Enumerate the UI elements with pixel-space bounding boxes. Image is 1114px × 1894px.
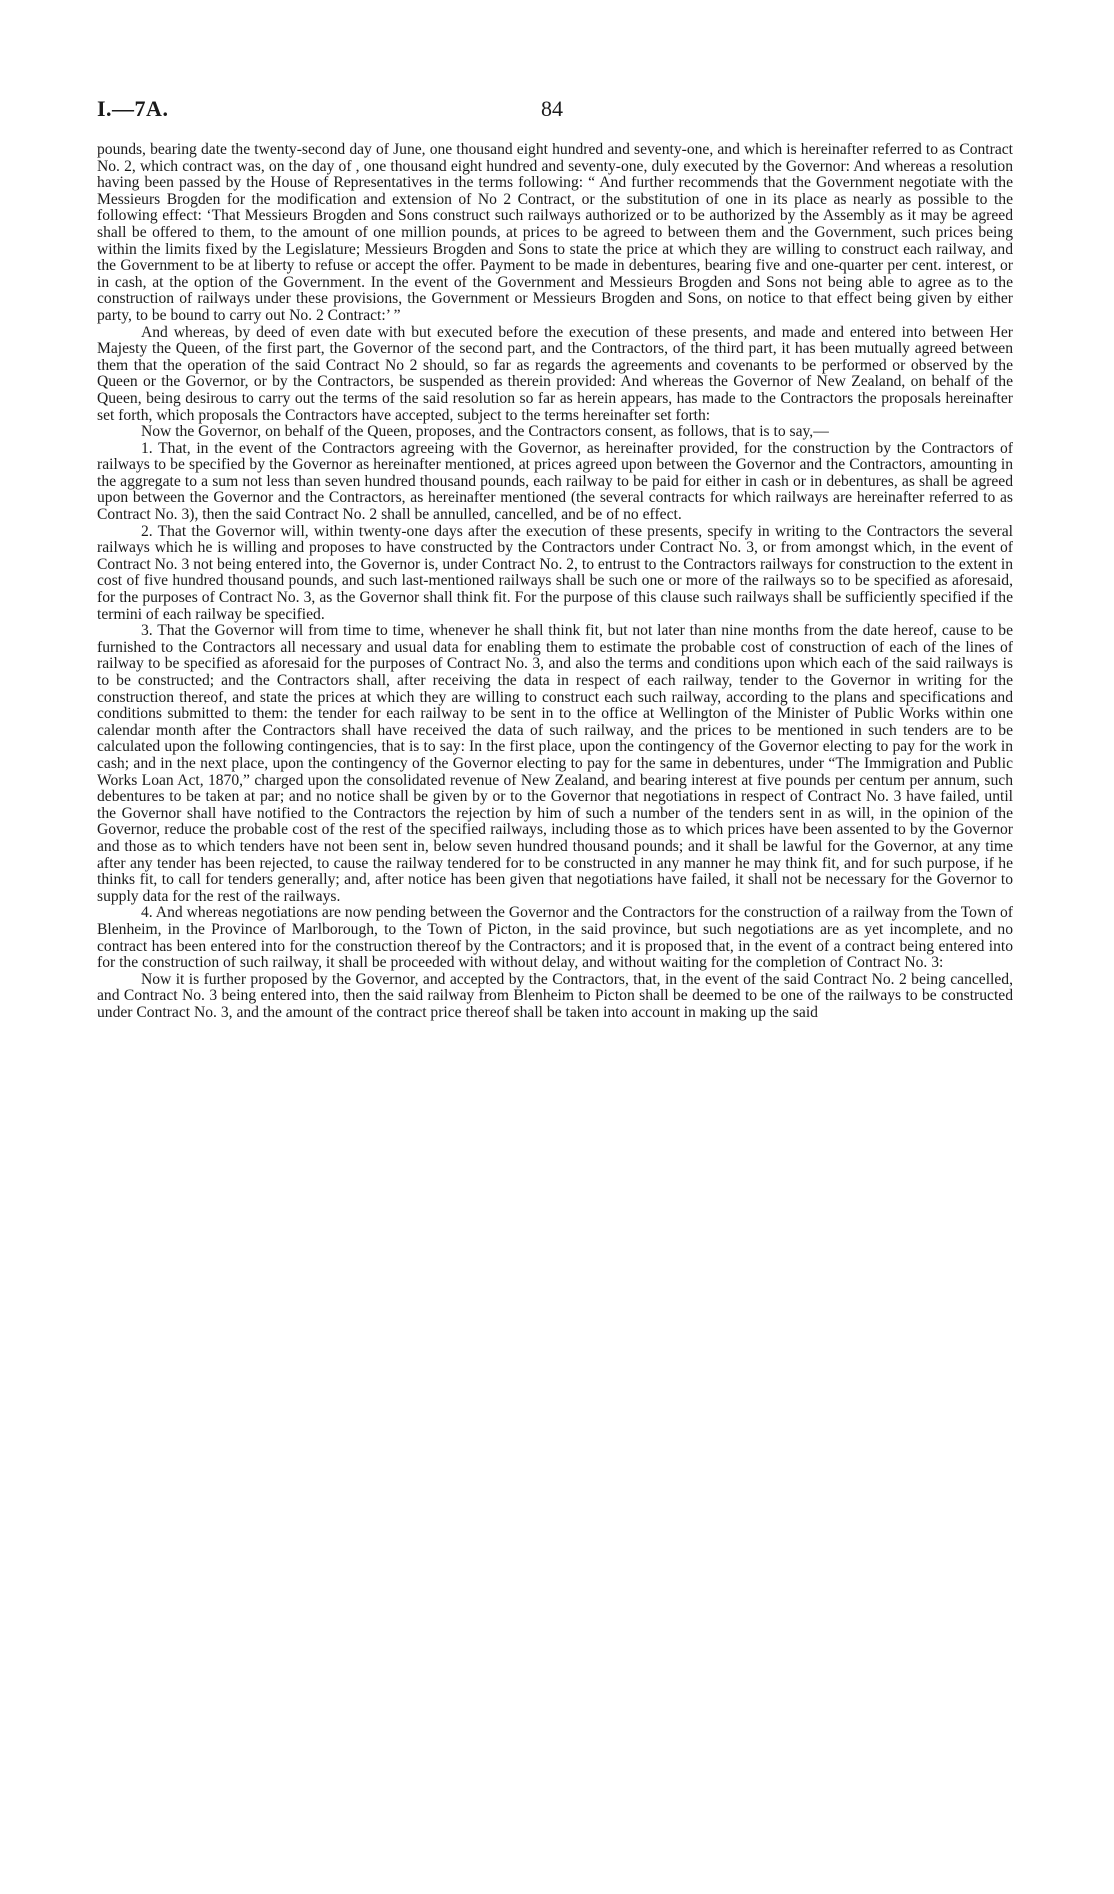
- clause-2: 2. That the Governor will, within twenty-one days after the execution of these presents, specify in writing to the Contractors the several railways which he is willing and proposes to have constructed by the Contractors under Contract No. 3, or from amongst which, in the event of Contract No. 3 not being entered into, the Governor is, under Contract No. 2, to entrust to the Contractors railways for construction to the extent in cost of five hundred thousand pounds, and such last-mentioned railways shall be such one or more of the railways so to be specified as aforesaid, for the purposes of Contract No. 3, as the Governor shall think fit. For the purpose of this clause such railways shall be sufficiently specified if the termini of each railway be specified.: [97, 522, 1013, 623]
- page-header: [97, 96, 1017, 126]
- paragraph-whereas-deed: And whereas, by deed of even date with but executed before the execution of these presents, and made and entered into between Her Majesty the Queen, of the first part, the Governor of the second part, and the Contractors, of the third part, it has been mutually agreed between them that the operation of the said Contract No 2 should, so far as regards the agreements and covenants to be performed or observed by the Queen or the Governor, or by the Contractors, be suspended as therein provided: And whereas the Governor of New Zealand, on behalf of the Queen, being desirous to carry out the terms of the said resolution so far as herein appears, has made to the Contractors the proposals hereinafter set forth, which proposals the Contractors have accepted, subject to the terms hereinafter set forth:: [97, 323, 1013, 424]
- clause-4: 4. And whereas negotiations are now pending between the Governor and the Contractors for the construction of a railway from the Town of Blenheim, in the Province of Marlborough, to the Town of Picton, in the said province, but such negotiations are as yet incomplete, and no contract has been entered into for the construction thereof by the Contractors; and it is proposed that, in the event of a contract being entered into for the construction of such railway, it shall be proceeded with without delay, and without waiting for the completion of Contract No. 3:: [97, 904, 1013, 972]
- document-body: [97, 142, 1013, 1021]
- paragraph-governor-proposes: Now the Governor, on behalf of the Queen, proposes, and the Contractors consent, as follows, that is to say,—: [141, 423, 829, 441]
- paragraph-intro: pounds, bearing date the twenty-second day of June, one thousand eight hundred and seventy-one, and which is hereinafter referred to as Contract No. 2, which contract was, on the day of , one thousand eight hundred and seventy-one, duly executed by the Governor: And whereas a resolution having been passed by the House of Representatives in the terms following: “ And further recommends that the Government negotiate with the Messieurs Brogden for the modification and extension of No 2 Contract, or the substitution of one in its place as nearly as possible to the following effect: ‘That Messieurs Brogden and Sons construct such railways authorized or to be authorized by the Assembly as it may be agreed shall be offered to them, to the amount of one million pounds, at prices to be agreed to between them and the Government, such prices being within the limits fixed by the Legislature; Messieurs Brogden and Sons to state the price at which they are willing to construct each railway, and the Government to be at liberty to refuse or accept the offer. Payment to be made in debentures, bearing five and one-quarter per cent. interest, or in cash, at the option of the Government. In the event of the Government and Messieurs Brogden and Sons not being able to agree as to the construction of railways under these provisions, the Government or Messieurs Brogden and Sons, on notice to that effect being given by either party, to be bound to carry out No. 2 Contract:’ ”: [97, 141, 1013, 324]
- clause-1: 1. That, in the event of the Contractors agreeing with the Governor, as hereinafter provided, for the construction by the Contractors of railways to be specified by the Governor as hereinafter mentioned, at prices agreed upon between the Governor and the Contractors, amounting in the aggregate to a sum not less than seven hundred thousand pounds, each railway to be paid for either in cash or in debentures, as shall be agreed upon between the Governor and the Contractors, as hereinafter mentioned (the several contracts for which railways are hereinafter referred to as Contract No. 3), then the said Contract No. 2 shall be annulled, cancelled, and be of no effect.: [97, 439, 1013, 524]
- paragraph-further-proposed: Now it is further proposed by the Governor, and accepted by the Contractors, that, in the event of the said Contract No. 2 being cancelled, and Contract No. 3 being entered into, then the said railway from Blenheim to Picton shall be deemed to be one of the railways to be constructed under Contract No. 3, and the amount of the contract price thereof shall be taken into account in making up the said: [97, 970, 1013, 1021]
- document-reference: I.—7A.: [97, 96, 169, 121]
- clause-3: 3. That the Governor will from time to time, whenever he shall think fit, but not later than nine months from the date hereof, cause to be furnished to the Contractors all necessary and usual data for enabling them to estimate the probable cost of construction of each of the lines of railway to be specified as aforesaid for the purposes of Contract No. 3, and also the terms and conditions upon which each of the said railways is to be constructed; and the Contractors shall, after receiving the data in respect of each railway, tender to the Governor in writing for the construction thereof, and state the prices at which they are willing to construct each such railway, according to the plans and specifications and conditions submitted to them: the tender for each railway to be sent in to the office at Wellington of the Minister of Public Works within one calendar month after the Contractors shall have received the data of such railway, and the prices to be mentioned in such tenders are to be calculated upon the following contingencies, that is to say: In the first place, upon the contingency of the Governor electing to pay for the work in cash; and in the next place, upon the contingency of the Governor electing to pay for the same in debentures, under “The Immigration and Public Works Loan Act, 1870,” charged upon the consolidated revenue of New Zealand, and bearing interest at five pounds per centum per annum, such debentures to be taken at par; and no notice shall be given by or to the Governor that negotiations in respect of Contract No. 3 have failed, until the Governor shall have notified to the Contractors the rejection by him of such a number of the tenders sent in as will, in the opinion of the Governor, reduce the probable cost of the rest of the specified railways, including those as to which prices have been assented to by the Governor and those as to which tenders have not been sent in, below seven hundred thousand pounds; and it shall be lawful for the Governor, at any time after any tender has been rejected, to cause the railway tendered for to be constructed in any manner he may think fit, and for such purpose, if he thinks fit, to call for tenders generally; and, after notice has been given that negotiations have failed, it shall not be necessary for the Governor to supply data for the rest of the railways.: [97, 622, 1013, 905]
- page-number: 84: [541, 96, 563, 121]
